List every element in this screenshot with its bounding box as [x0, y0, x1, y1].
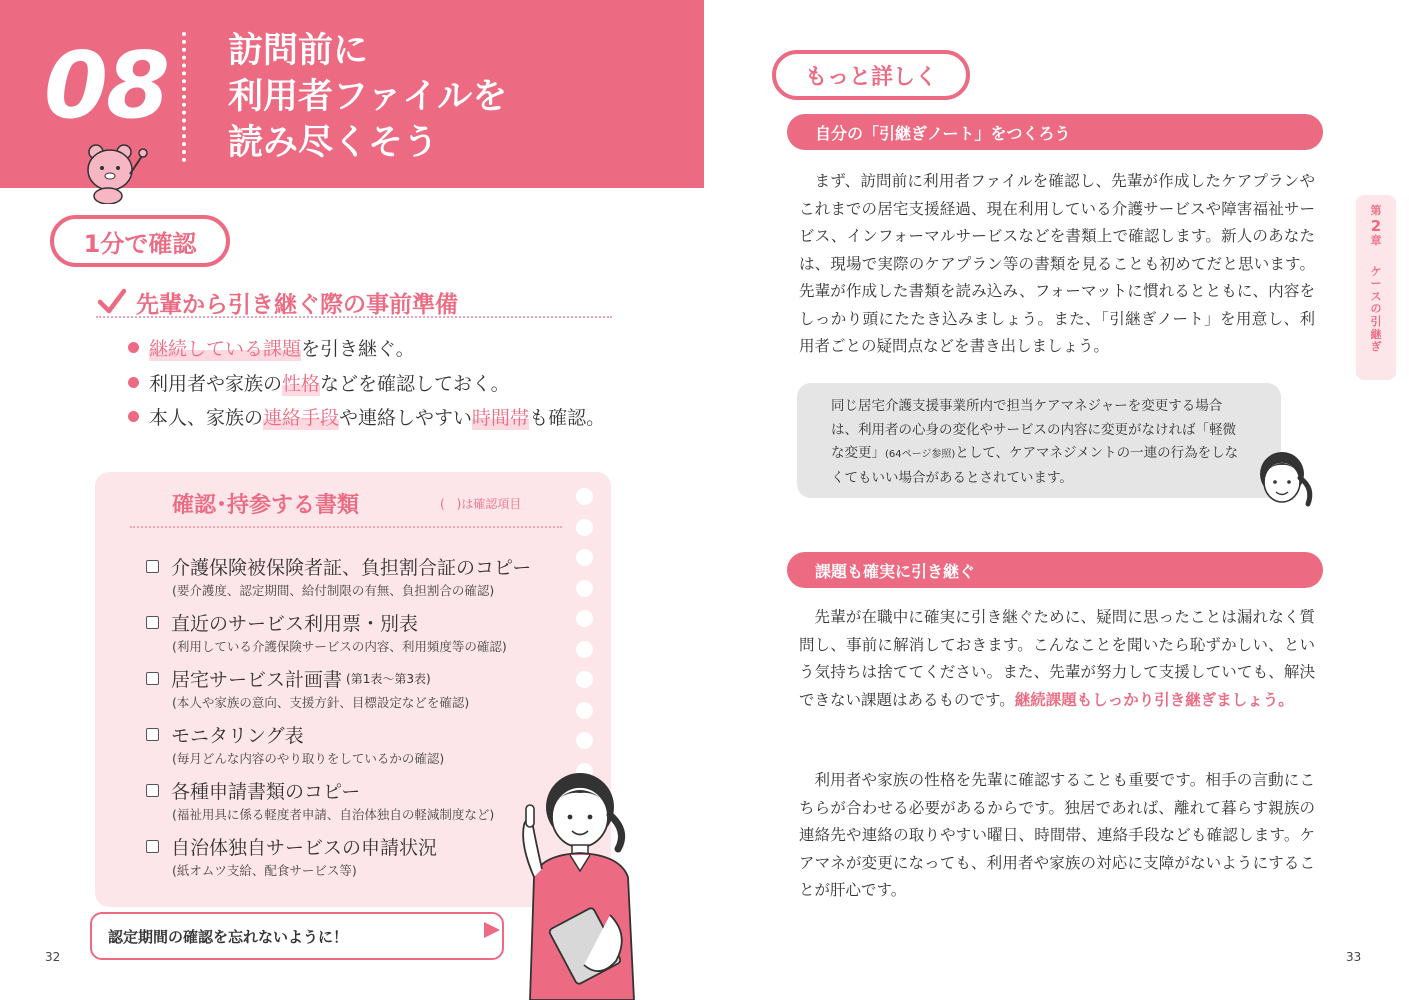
info-note-box: 同じ居宅介護支援事業所内で担当ケアマネジャーを変更する場合は、利用者の心身の変化やサービスの内容に変更がなければ「軽微な変更」(64ページ参照)として、ケアマネジメントの一連の行為をしなくてもいい場合があるとされています。	[797, 383, 1281, 498]
bullet-dot-icon	[128, 342, 139, 353]
bullet-dot-icon	[128, 411, 139, 422]
checklist-item-detail: (毎月どんな内容のやり取りをしているかの確認)	[172, 751, 445, 766]
woman-face-icon	[1252, 448, 1318, 514]
section-bar-notebook: 自分の「引継ぎノート」をつくろう	[787, 114, 1323, 150]
documents-title: 確認･持参する書類	[172, 493, 360, 518]
more-details-label: もっと詳しく	[772, 50, 970, 100]
care-manager-illustration-icon	[500, 765, 650, 1000]
checkmark-icon	[96, 287, 128, 317]
section1-paragraph: まず、訪問前に利用者ファイルを確認し、先輩が作成したケアプランやこれまでの居宅支援経過、現在利用している介護サービスや障害福祉サービス、インフォーマルサービスなどを書類上で確認します。新人のあなたは、現場で実際のケアプラン等の書類を見ることも初めてだと思います。先輩が作成した書類を読み込み、フォーマットに慣れるとともに、内容をしっかり頭にたたき込みましょう。また、「引継ぎノート」を用意し、利用者ごとの疑問点などを書き出しましょう。	[799, 172, 1315, 355]
speech-bubble-tail	[484, 922, 500, 938]
documents-note: ( )は確認項目	[440, 497, 522, 511]
checklist-item: 介護保険被保険者証、負担割合証のコピー	[146, 553, 531, 580]
checkbox-icon	[146, 560, 159, 573]
checklist-item: 各種申請書類のコピー	[146, 777, 360, 804]
bullet-item: 利用者や家族の 性格 などを確認しておく。	[128, 369, 510, 396]
checklist-item-detail: (利用している介護保険サービスの内容、利用頻度等の確認)	[172, 639, 507, 654]
checklist-item-detail: (紙オムツ支給、配食サービス等)	[172, 863, 357, 878]
highlight: 性格	[282, 369, 320, 396]
header-divider	[182, 32, 186, 162]
section2-paragraph-2: 利用者や家族の性格を先輩に確認することも重要です。相手の言動にこちらが合わせる必要があるからです。独居であれば、離れて暮らす親族の連絡先や連絡の取りやすい曜日、時間帯、連絡手段なども確認します。ケアマネが変更になっても、利用者や家族の対応に支障がないようにすることが肝心です。	[799, 771, 1315, 899]
section-number: 08	[44, 32, 169, 139]
checklist-item-detail: (要介護度、認定期間、給付制限の有無、負担割合の確認)	[172, 583, 495, 598]
highlight: 連絡手段	[263, 403, 339, 430]
checkbox-icon	[146, 784, 159, 797]
checklist-item: 居宅サービス計画書 (第1表～第3表)	[146, 665, 431, 692]
highlight: 時間帯	[472, 403, 529, 430]
page-title-line-1: 訪問前に	[228, 31, 369, 71]
checkbox-icon	[146, 728, 159, 741]
section-bar-issues: 課題も確実に引き継ぐ	[787, 552, 1323, 588]
highlight: 継続している課題	[149, 334, 301, 361]
checkbox-icon	[146, 840, 159, 853]
documents-title-underline	[130, 526, 562, 528]
checklist-item: モニタリング表	[146, 721, 304, 748]
page-title-line-2: 利用者ファイルを	[228, 77, 508, 117]
checklist-item-detail: (本人や家族の意向、支援方針、目標設定などを確認)	[172, 695, 470, 710]
speech-bubble: 認定期間の確認を忘れないように！	[90, 912, 504, 960]
page-title-line-3: 読み尽くそう	[228, 123, 439, 163]
page-reference: (64ページ参照)	[885, 449, 956, 460]
checkbox-icon	[146, 616, 159, 629]
quick-check-label: 1分で確認	[50, 215, 230, 267]
bullet-item: 継続している課題 を引き継ぐ。	[128, 334, 415, 361]
section-heading: 先輩から引き継ぐ際の事前準備	[136, 292, 458, 318]
emphasis-text: 継続課題もしっかり引き継ぎましょう。	[1014, 690, 1294, 709]
checklist-item-detail: (福祉用具に係る軽度者申請、自治体独自の軽減制度など)	[172, 807, 495, 822]
page-number: 32	[45, 950, 61, 964]
section2-paragraph-1: 先輩が在職中に確実に引き継ぐために、疑問に思ったことは漏れなく質問し、事前に解消しておきます。こんなことを聞いたら恥ずかしい、という気持ちは捨ててください。また、先輩が努力して支援していても、解決できない課題はあるものです。継続課題もしっかり引き継ぎましょう。	[799, 608, 1315, 709]
checkbox-icon	[146, 672, 159, 685]
bear-mascot-icon	[78, 140, 150, 204]
bullet-dot-icon	[128, 377, 139, 388]
heading-underline	[96, 316, 612, 318]
checklist-item: 自治体独自サービスの申請状況	[146, 833, 437, 860]
bullet-item: 本人、家族の 連絡手段 や連絡しやすい 時間帯 も確認。	[128, 403, 605, 430]
page-number: 33	[1346, 950, 1362, 964]
chapter-side-label: 第 2 章 ケ ー ス の 引 継 ぎ	[1370, 204, 1382, 354]
checklist-item: 直近のサービス利用票・別表	[146, 609, 418, 636]
